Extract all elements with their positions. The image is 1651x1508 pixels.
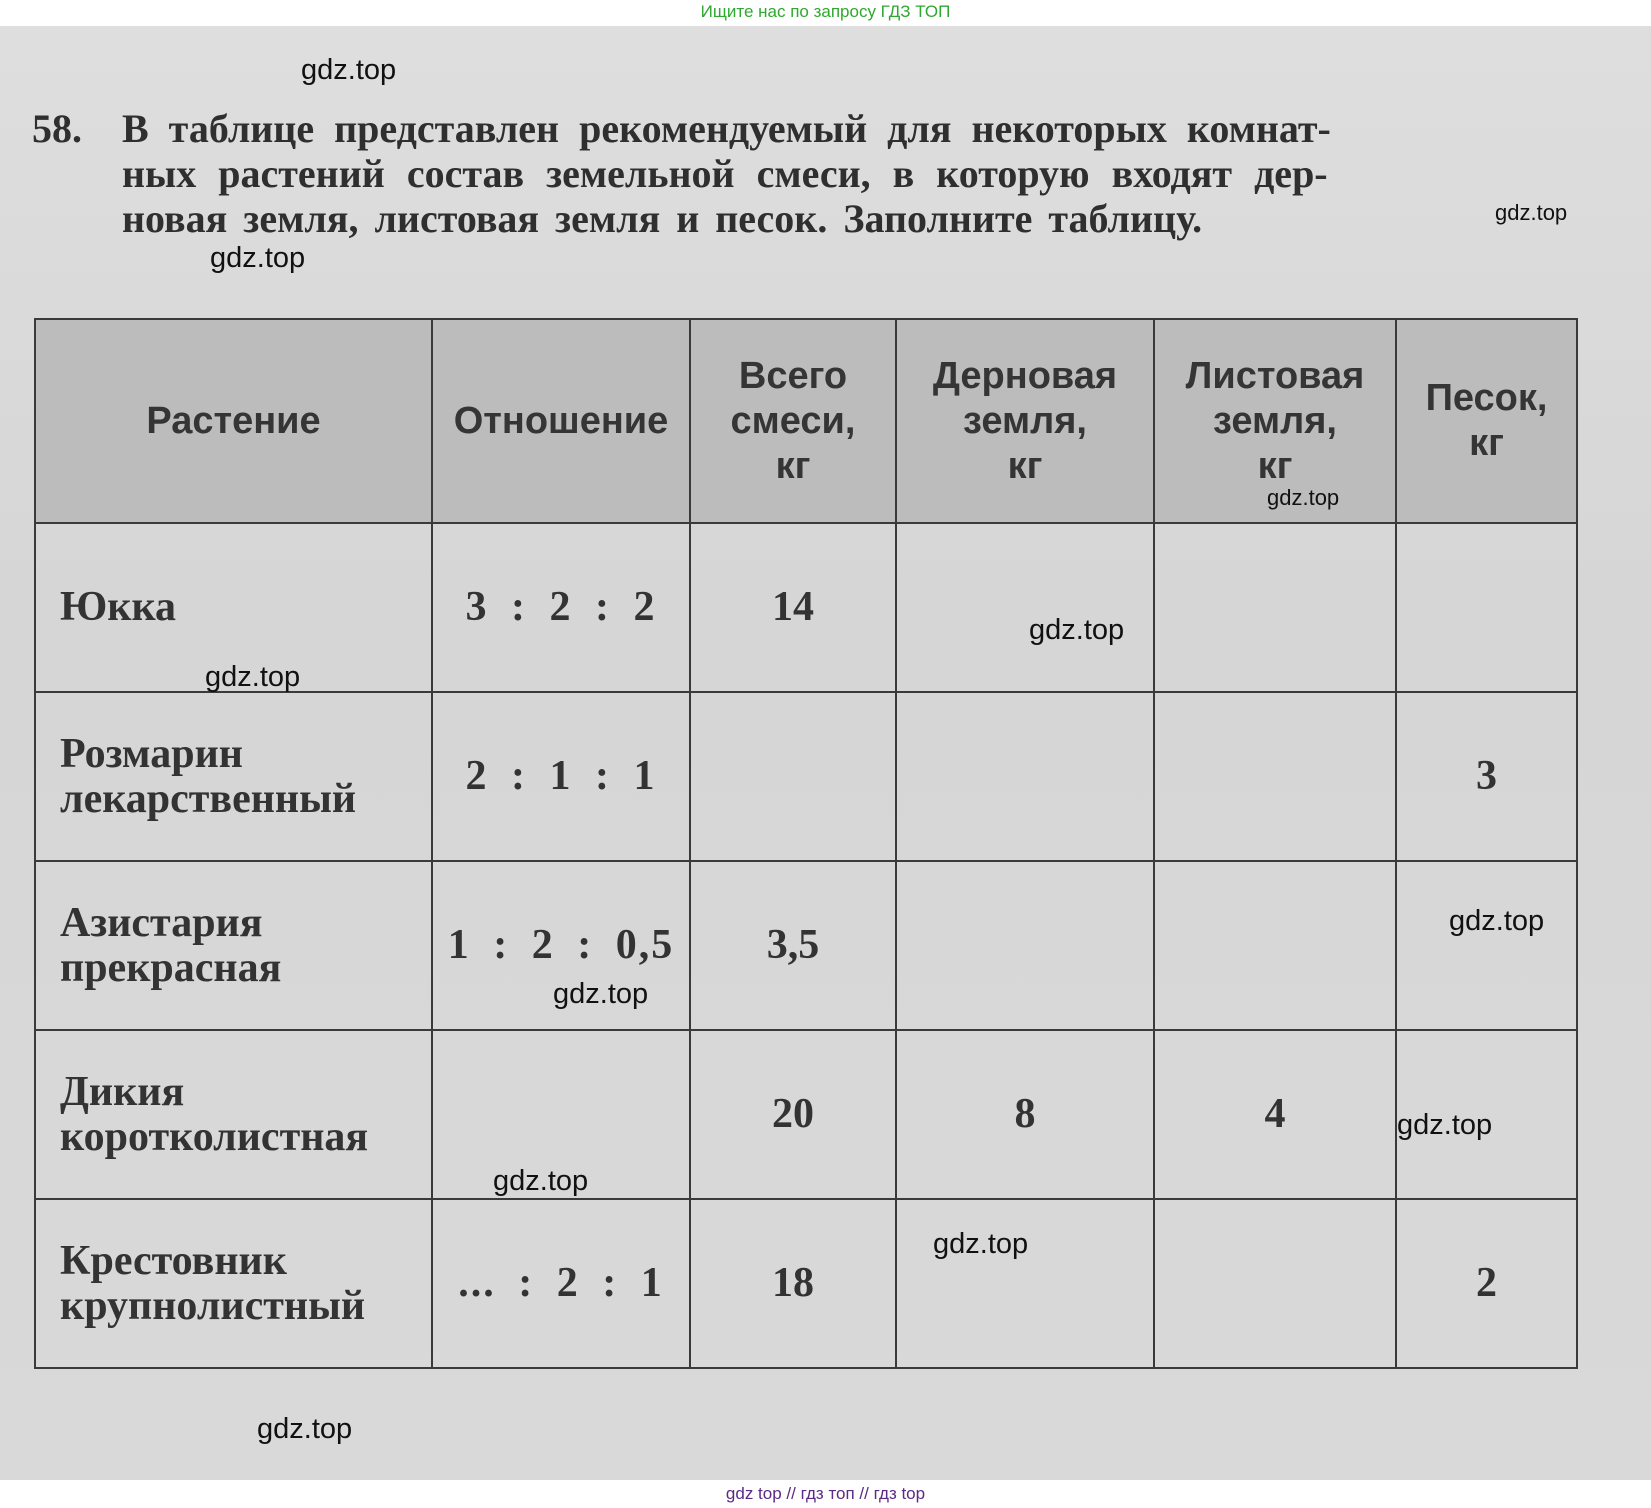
cell-total: 14	[690, 523, 896, 692]
watermark: gdz.top	[1449, 905, 1545, 937]
watermark: gdz.top	[933, 1228, 1029, 1260]
top-banner: Ищите нас по запросу ГДЗ ТОП	[700, 2, 951, 21]
cell-turf: 8	[896, 1030, 1154, 1199]
cell-turf	[896, 861, 1154, 1030]
cell-turf	[896, 1199, 1154, 1368]
cell-sand: 2	[1396, 1199, 1577, 1368]
cell-sand	[1396, 523, 1577, 692]
table-row	[35, 1199, 1577, 1368]
header-sand: Песок, кг	[1396, 319, 1577, 523]
watermark: gdz.top	[1267, 485, 1340, 510]
cell-ratio: 2 : 1 : 1	[432, 692, 690, 861]
watermark: gdz.top	[1397, 1109, 1493, 1141]
cell-plant: Розмарин лекарственный	[35, 692, 432, 861]
watermark: gdz.top	[205, 661, 301, 693]
cell-ratio: 3 : 2 : 2	[432, 523, 690, 692]
watermark: gdz.top	[1029, 614, 1125, 646]
problem-number: 58.	[32, 106, 82, 151]
table-row	[35, 692, 1577, 861]
bottom-banner: gdz top // гдз топ // гдз top	[725, 1484, 926, 1503]
cell-total: 18	[690, 1199, 896, 1368]
cell-leaf	[1154, 861, 1396, 1030]
watermark: gdz.top	[210, 242, 306, 274]
problem-text-line-3: новая земля, листовая земля и песок. Заполните таблицу.	[122, 196, 1203, 241]
header-turf-soil: Дерновая земля, кг	[896, 319, 1154, 523]
cell-total	[690, 692, 896, 861]
table-row	[35, 861, 1577, 1030]
header-ratio: Отношение	[432, 319, 690, 523]
cell-total: 3,5	[690, 861, 896, 1030]
cell-plant: Юкка	[35, 523, 432, 692]
cell-total: 20	[690, 1030, 896, 1199]
cell-leaf: 4	[1154, 1030, 1396, 1199]
cell-leaf	[1154, 523, 1396, 692]
watermark: gdz.top	[553, 978, 649, 1010]
cell-sand: 3	[1396, 692, 1577, 861]
watermark: gdz.top	[301, 54, 397, 86]
cell-plant: Азистария прекрасная	[35, 861, 432, 1030]
soil-mix-table	[34, 318, 1578, 1369]
watermark: gdz.top	[257, 1413, 353, 1445]
watermark: gdz.top	[493, 1165, 589, 1197]
cell-leaf	[1154, 692, 1396, 861]
cell-plant: Крестовник крупнолистный	[35, 1199, 432, 1368]
header-leaf-soil: Листовая земля, кг	[1154, 319, 1396, 523]
cell-ratio: ... : 2 : 1	[432, 1199, 690, 1368]
cell-leaf	[1154, 1199, 1396, 1368]
table-header-row	[35, 319, 1577, 523]
cell-ratio: 1 : 2 : 0,5	[432, 861, 690, 1030]
problem-text-line-1: В таблице представлен рекомендуемый для некоторых комнат-	[122, 106, 1331, 151]
cell-plant: Дикия коротколистная	[35, 1030, 432, 1199]
watermark: gdz.top	[1495, 200, 1568, 225]
cell-turf	[896, 523, 1154, 692]
problem-text-line-2: ных растений состав земельной смеси, в которую входят дер-	[122, 151, 1328, 196]
cell-turf	[896, 692, 1154, 861]
table-row	[35, 1030, 1577, 1199]
cell-sand	[1396, 861, 1577, 1030]
header-total-mix: Всего смеси, кг	[690, 319, 896, 523]
header-plant: Растение	[35, 319, 432, 523]
